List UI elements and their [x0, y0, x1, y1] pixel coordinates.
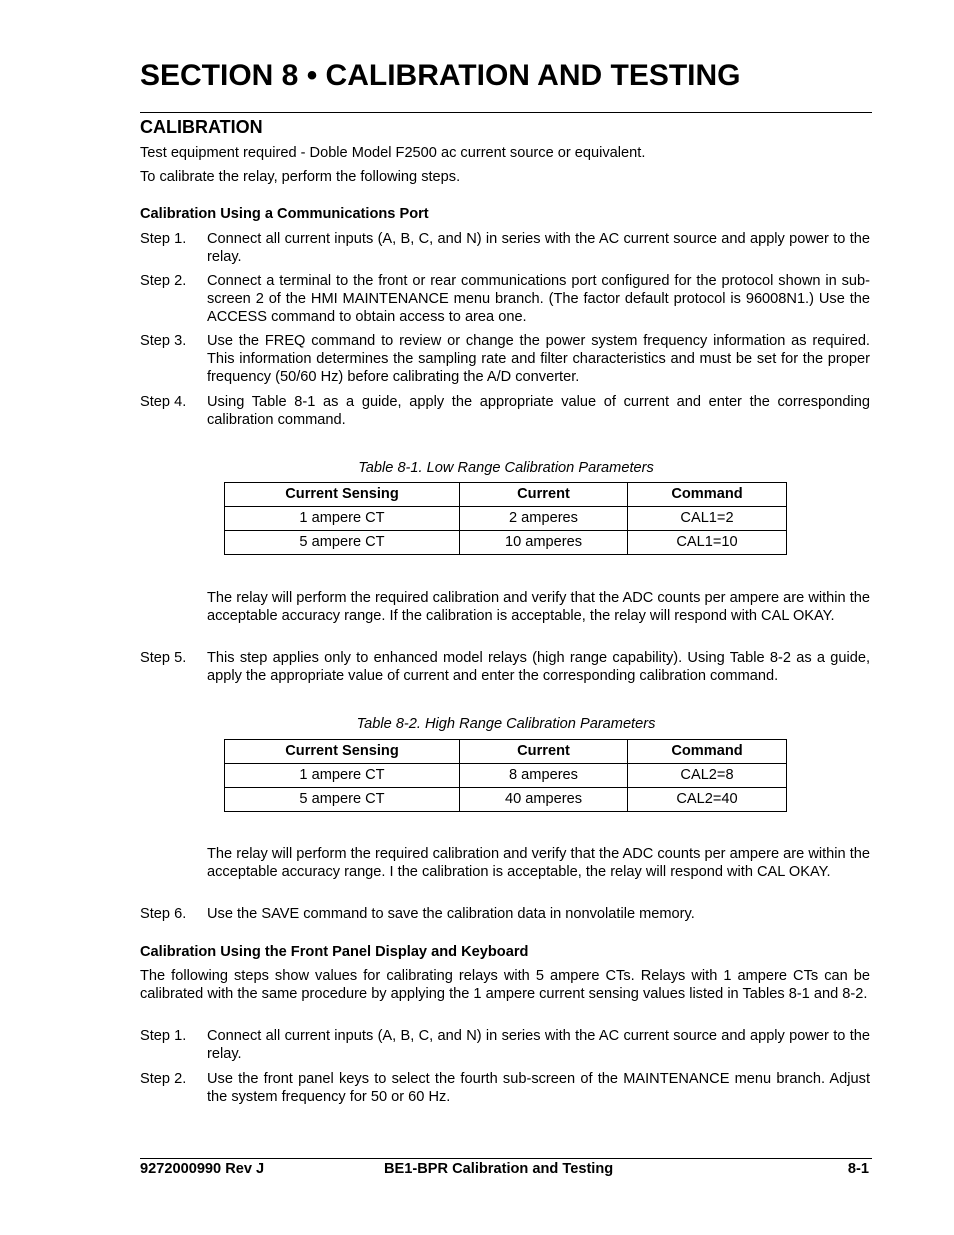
table-cell: CAL1=10 [628, 531, 787, 555]
table-row [225, 764, 787, 788]
table-1-caption: Table 8-1. Low Range Calibration Parameters [358, 460, 654, 476]
table-header-cell: Command [628, 740, 787, 764]
document-page [140, 0, 872, 1235]
step-text: Use the FREQ command to review or change the power system frequency information as required. This information determines the sampling rate and filter characteristics and must be set for the proper frequency (50/60 Hz) before calibrating the A/D converter. [207, 333, 870, 385]
comm-step-1 [140, 230, 870, 266]
table-2 [224, 739, 787, 812]
table-header-cell: Current [460, 483, 628, 507]
after-table-1-text: The relay will perform the required calibration and verify that the ADC counts per ampere are within the acceptable accuracy range. If the calibration is acceptable, the relay will respond with CAL OKAY. [207, 590, 870, 624]
comm-step-5 [140, 649, 870, 685]
step-label: Step 3. [140, 333, 187, 349]
step-label: Step 6. [140, 906, 187, 922]
step-text: Connect all current inputs (A, B, C, and N) in series with the AC current source and apply power to the relay. [207, 231, 870, 265]
footer-page-number: 8-1 [847, 1161, 869, 1177]
step-text: Use the SAVE command to save the calibration data in nonvolatile memory. [207, 906, 695, 922]
footer-rule [140, 1158, 872, 1159]
front-panel-heading: Calibration Using the Front Panel Display and Keyboard [140, 944, 529, 960]
calibration-heading: CALIBRATION [140, 117, 263, 137]
comm-step-3 [140, 332, 870, 386]
after-table-2-text: The relay will perform the required calibration and verify that the ADC counts per ampere are within the acceptable accuracy range. I the calibration is acceptable, the relay will respond with CAL OKAY. [207, 846, 870, 880]
table-header-cell: Current Sensing [225, 483, 460, 507]
table-cell: CAL2=8 [628, 764, 787, 788]
comm-step-6 [140, 905, 870, 923]
step-label: Step 5. [140, 650, 187, 666]
comm-step-4 [140, 393, 870, 429]
step-label: Step 1. [140, 231, 187, 247]
section-title: SECTION 8 • CALIBRATION AND TESTING [140, 59, 741, 92]
front-step-1 [140, 1027, 870, 1063]
front-panel-intro: The following steps show values for calibrating relays with 5 ampere CTs. Relays with 1 ampere CTs can be calibrated with the same procedure by applying the 1 ampere current sensing values listed in Tables 8-1 and 8-2. [140, 968, 870, 1002]
step-text: Connect a terminal to the front or rear communications port configured for the protocol shown in sub-screen 2 of the HMI MAINTENANCE menu branch. (The factor default protocol is 96008N1.) Use the ACCESS command to obtain access to area one. [207, 273, 870, 325]
table-cell: 2 amperes [460, 507, 628, 531]
table-cell: 40 amperes [460, 788, 628, 812]
intro-steps: To calibrate the relay, perform the following steps. [140, 169, 461, 185]
table-cell: 8 amperes [460, 764, 628, 788]
step-text: Using Table 8-1 as a guide, apply the appropriate value of current and enter the corresponding calibration command. [207, 394, 870, 428]
step-label: Step 2. [140, 273, 187, 289]
table-row [225, 788, 787, 812]
table-row [225, 531, 787, 555]
table-header-row [225, 740, 787, 764]
footer-doc-title: BE1-BPR Calibration and Testing [384, 1161, 614, 1177]
table-cell: 5 ampere CT [225, 531, 460, 555]
step-label: Step 2. [140, 1071, 187, 1087]
table-cell: 1 ampere CT [225, 507, 460, 531]
footer-doc-number: 9272000990 Rev J [140, 1161, 265, 1177]
table-header-cell: Current Sensing [225, 740, 460, 764]
intro-equipment: Test equipment required - Doble Model F2500 ac current source or equivalent. [140, 145, 646, 161]
table-cell: 1 ampere CT [225, 764, 460, 788]
step-text: This step applies only to enhanced model relays (high range capability). Using Table 8-2 as a guide, apply the appropriate value of current and enter the corresponding calibration command. [207, 650, 870, 684]
step-text: Connect all current inputs (A, B, C, and N) in series with the AC current source and apply power to the relay. [207, 1028, 870, 1062]
table-2-caption: Table 8-2. High Range Calibration Parameters [356, 716, 656, 732]
step-label: Step 4. [140, 394, 187, 410]
table-header-cell: Current [460, 740, 628, 764]
step-text: Use the front panel keys to select the fourth sub-screen of the MAINTENANCE menu branch. Adjust the system frequency for 50 or 60 Hz. [207, 1071, 870, 1105]
comm-port-heading: Calibration Using a Communications Port [140, 206, 429, 222]
table-header-row [225, 483, 787, 507]
title-rule [140, 112, 872, 113]
table-header-cell: Command [628, 483, 787, 507]
table-cell: 10 amperes [460, 531, 628, 555]
table-cell: CAL1=2 [628, 507, 787, 531]
table-cell: 5 ampere CT [225, 788, 460, 812]
comm-step-2 [140, 272, 870, 326]
table-1 [224, 482, 787, 555]
table-row [225, 507, 787, 531]
front-step-2 [140, 1070, 870, 1106]
table-cell: CAL2=40 [628, 788, 787, 812]
step-label: Step 1. [140, 1028, 187, 1044]
